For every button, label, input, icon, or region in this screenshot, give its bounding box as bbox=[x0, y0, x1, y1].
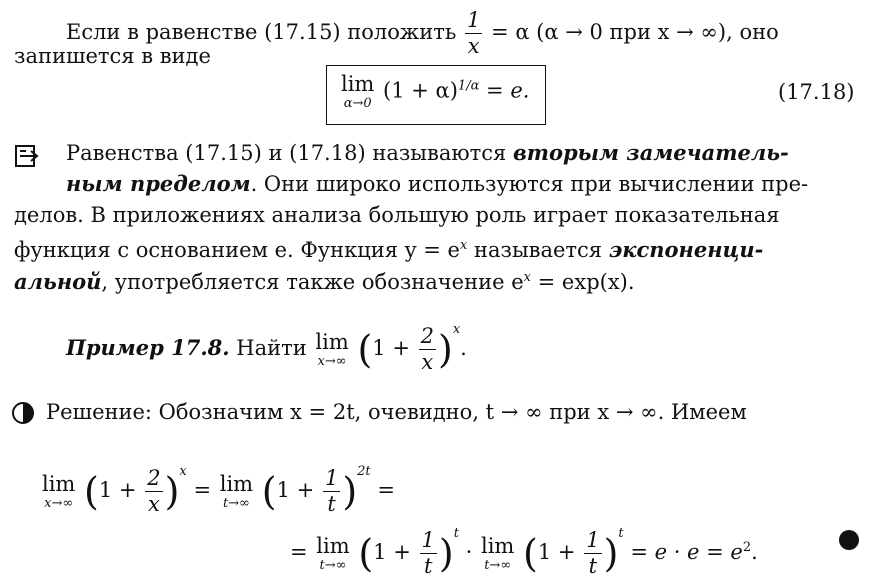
example-label: Пример 17.8. bbox=[66, 335, 230, 360]
term-exponential: экспоненци- bbox=[608, 237, 764, 262]
paragraph-2-line-5: альной, употребляется также обозначение $e^x = \exp(x)$. bbox=[14, 269, 635, 294]
solution-line: Решение: Обозначим x = 2t, очевидно, t → ∞ при x → ∞. Имеем bbox=[46, 400, 747, 424]
limit-operator: lim t→∞ bbox=[481, 533, 515, 573]
solution-start-icon bbox=[10, 400, 36, 426]
formula-17-18: lim α→0 $(1 + \alpha)^{1/\alpha} = e$. bbox=[341, 72, 530, 111]
paragraph-2-line-2: ным пределом. Они широко используются при вычислении пре- bbox=[66, 171, 809, 196]
term-second-remarkable-limit: вторым замечатель- bbox=[512, 140, 789, 165]
paragraph-2-line-1: Равенства (17.15) и (17.18) называются вторым замечатель- bbox=[66, 140, 789, 165]
paragraph-2-line-3: делов. В приложениях анализа большую роль играет показательная bbox=[14, 203, 780, 227]
example-17-8: Пример 17.8. Найти lim x→∞ (1 + $\frac{2}{x}$ )$^x$. bbox=[66, 322, 467, 374]
limit-operator: lim t→∞ bbox=[219, 471, 254, 511]
paragraph-2-line-4: функция с основанием e. Функция $y = e^x$ называется экспоненци- bbox=[14, 237, 764, 262]
text-segment: = α (α → 0 при x → ∞), оно bbox=[491, 20, 779, 44]
formula-17-18-box bbox=[326, 65, 546, 125]
text-segment: Если в равенстве (17.15) положить bbox=[66, 20, 457, 44]
paragraph-1-line-2: запишется в виде bbox=[14, 44, 211, 68]
limit-operator: lim α→0 bbox=[341, 72, 375, 111]
solution-end-dot-icon bbox=[839, 530, 859, 550]
solution-equation-2: = lim t→∞ (1 + $\frac{1}{t}$ )$^t$ · lim t→∞ (1 + $\frac{1}{t}$ )$^t = e \cdot e = e^2$. bbox=[290, 526, 758, 578]
definition-marker-icon bbox=[14, 142, 40, 168]
equation-number: (17.18) bbox=[778, 80, 855, 104]
limit-operator: lim t→∞ bbox=[316, 533, 350, 573]
fraction-2-over-x: $\frac{2}{x}$ bbox=[420, 324, 434, 374]
limit-operator: lim x→∞ bbox=[315, 329, 349, 369]
solution-equation-1: lim x→∞ (1 + $\frac{2}{x}$ )$^x$ = lim t→∞ (1 + $\frac{1}{t}$ )$^{2t}$ = bbox=[42, 464, 395, 516]
fraction-1-over-x: $\frac{1}{x}$ bbox=[466, 8, 481, 58]
limit-operator: lim x→∞ bbox=[42, 471, 76, 511]
